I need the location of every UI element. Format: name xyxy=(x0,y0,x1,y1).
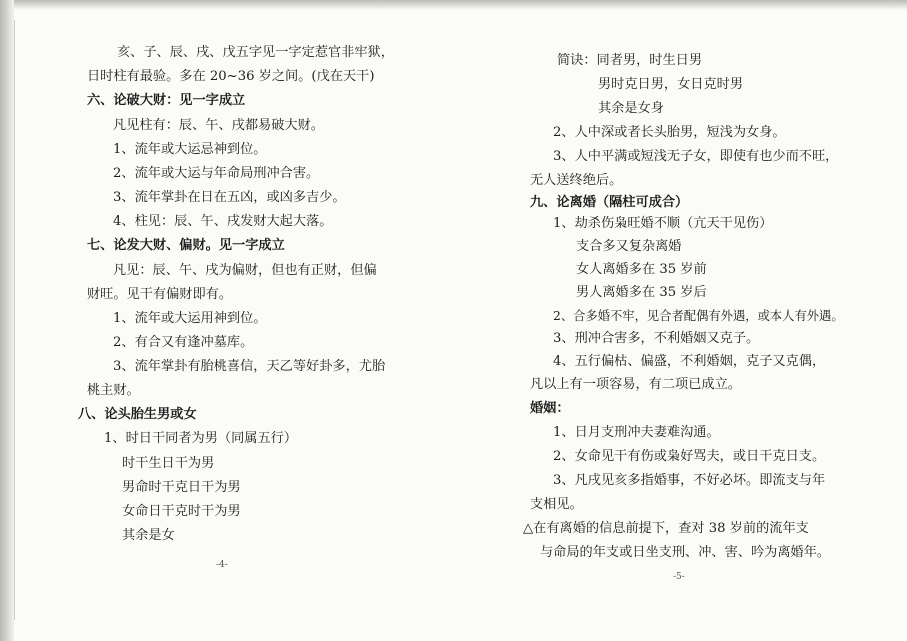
list-item: 1、流年或大运忌神到位。 xyxy=(113,142,267,157)
text-line: 时干生日干为男 xyxy=(122,456,215,471)
list-item: 2、流年或大运与年命局刑冲合害。 xyxy=(113,166,320,181)
text-line: 无人送终绝后。 xyxy=(530,173,623,188)
list-item: 1、流年或大运用神到位。 xyxy=(113,311,267,326)
text-line: 财旺。见干有偏财即有。 xyxy=(87,287,233,302)
list-item: 1、劫杀伤枭旺婚不顺（亢天干见伤） xyxy=(553,216,773,231)
list-item: 3、流年掌卦在日在五凶，或凶多吉少。 xyxy=(113,190,346,205)
text-line: 简诀：同者男，时生日男 xyxy=(557,53,703,68)
text-line: 女人离婚多在 35 岁前 xyxy=(576,262,707,277)
list-item: 3、刑冲合害多，不利婚姻又克子。 xyxy=(553,331,760,346)
text-line: 男时克日男，女日克时男 xyxy=(598,77,744,92)
text-line: 亥、子、辰、戌、戊五字见一字定惹官非牢狱， xyxy=(117,45,394,60)
text-line: 凡以上有一项容易，有二项已成立。 xyxy=(530,377,741,392)
list-item: 2、有合又有逢冲墓库。 xyxy=(113,335,254,350)
list-item: 2、人中深或者长头胎男，短浅为女身。 xyxy=(553,125,786,140)
scan-left-edge xyxy=(0,0,14,641)
section-heading: 九、论离婚（隔柱可成合） xyxy=(530,195,689,210)
text-line: 日时柱有最验。多在 20~36 岁之间。(戊在天干) xyxy=(87,69,375,84)
page-number: -5- xyxy=(673,572,685,582)
text-line: 其余是女身 xyxy=(598,101,664,116)
text-line: 其余是女 xyxy=(122,528,175,543)
list-item: 1、日月支刑冲夫妻难沟通。 xyxy=(553,425,720,440)
note-line: △在有离婚的信息前提下，查对 38 岁前的流年支 xyxy=(523,521,809,536)
list-item: 3、人中平满或短浅无子女，即使有也少而不旺， xyxy=(553,149,839,164)
list-item: 1、时日干同者为男（同属五行） xyxy=(104,431,298,446)
list-item: 2、女命见干有伤或枭好骂夫，或日干克日支。 xyxy=(553,449,826,464)
text-line: 女命日干克时干为男 xyxy=(122,504,241,519)
text-line: 桃主财。 xyxy=(87,383,140,398)
section-heading: 七、论发大财、偏财。见一字成立 xyxy=(87,238,285,253)
list-item: 4、五行偏枯、偏盛，不利婚姻，克子又克偶， xyxy=(553,354,826,369)
section-heading: 八、论头胎生男或女 xyxy=(78,407,197,422)
list-item: 3、流年掌卦有胎桃喜信，天乙等好卦多，尤胎 xyxy=(113,359,386,374)
list-item: 3、凡戌见亥多指婚事，不好必坏。即流支与年 xyxy=(553,473,826,488)
text-line: 凡见柱有：辰、午、戌都易破大财。 xyxy=(113,118,324,133)
note-line: 与命局的年支或日坐支刑、冲、害、吟为离婚年。 xyxy=(540,545,831,560)
text-line: 支合多又复杂离婚 xyxy=(576,239,682,254)
text-line: 凡见：辰、午、戌为偏财，但也有正财，但偏 xyxy=(113,263,377,278)
list-item: 4、柱见：辰、午、戌发财大起大落。 xyxy=(113,214,333,229)
binding-line xyxy=(14,20,15,620)
text-line: 男人离婚多在 35 岁后 xyxy=(576,285,707,300)
page-number: -4- xyxy=(216,560,228,570)
text-line: 支相见。 xyxy=(530,497,583,512)
text-line: 男命时干克日干为男 xyxy=(122,480,241,495)
scan-top-edge xyxy=(0,0,907,10)
list-item: 2、合多婚不牢，见合者配偶有外遇，或本人有外遇。 xyxy=(553,309,844,323)
section-heading: 婚姻： xyxy=(530,401,570,416)
section-heading: 六、论破大财：见一字成立 xyxy=(87,93,246,108)
